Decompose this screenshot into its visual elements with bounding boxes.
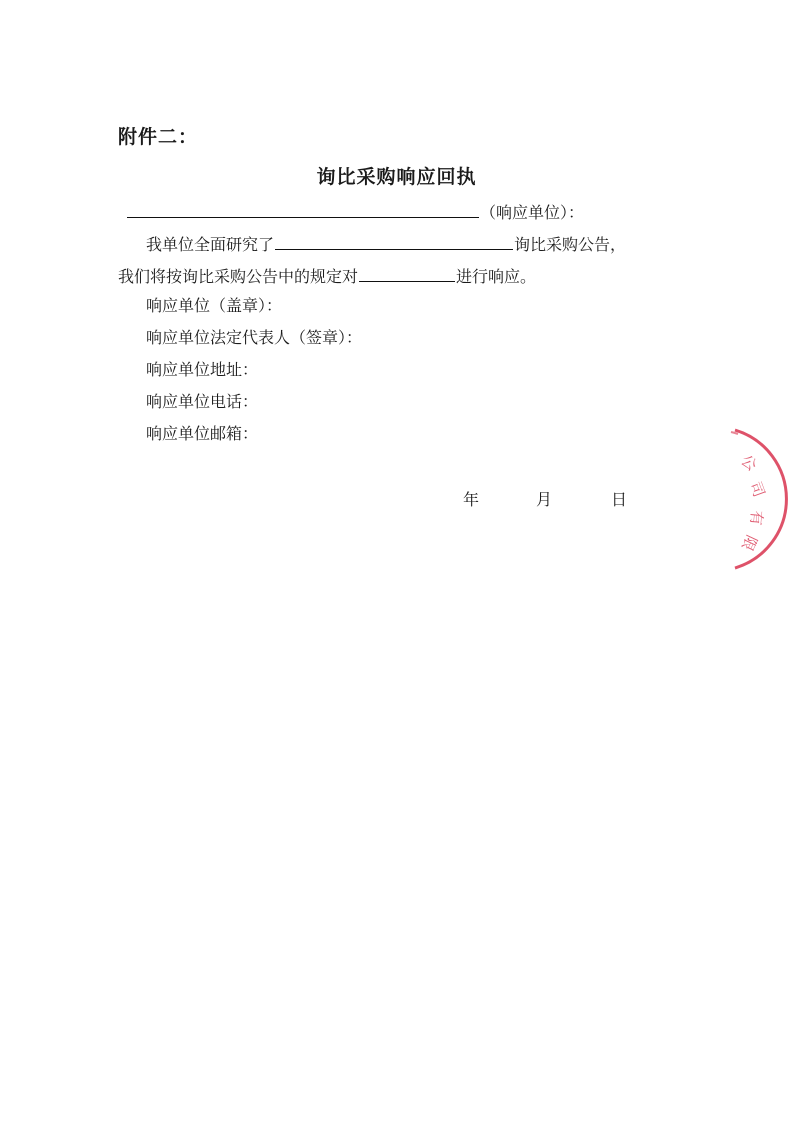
field-email: 响应单位邮箱： (146, 424, 259, 443)
statement-line1-suffix: 询比采购公告， (514, 235, 627, 254)
date-year: 年 (463, 490, 480, 509)
document-title: 询比采购响应回执 (316, 166, 477, 188)
svg-text:限: 限 (738, 532, 761, 554)
date-day: 日 (611, 490, 628, 509)
addressee-suffix: （响应单位）： (480, 203, 585, 222)
statement-line2-prefix: 我们将按询比采购公告中的规定对 (118, 267, 359, 286)
company-seal-stamp (690, 422, 793, 572)
field-address: 响应单位地址： (146, 360, 259, 379)
attachment-label: 附件二： (118, 126, 199, 148)
statement-line2-suffix: 进行响应。 (456, 267, 537, 286)
statement-line1-prefix: 我单位全面研究了 (146, 235, 275, 254)
statement-line-1 (146, 232, 626, 256)
svg-text:公: 公 (737, 451, 761, 475)
field-unit-seal: 响应单位（盖章）： (146, 296, 283, 315)
svg-text:司: 司 (746, 479, 769, 500)
date-month: 月 (536, 490, 553, 509)
addressee-line (126, 200, 584, 224)
addressee-blank[interactable] (127, 200, 479, 218)
response-item-blank[interactable] (359, 264, 455, 282)
statement-line-2 (118, 264, 536, 288)
project-name-blank[interactable] (275, 232, 513, 250)
field-legal-rep: 响应单位法定代表人（签章）： (146, 328, 363, 347)
svg-text:有: 有 (746, 509, 766, 527)
field-phone: 响应单位电话： (146, 392, 259, 411)
